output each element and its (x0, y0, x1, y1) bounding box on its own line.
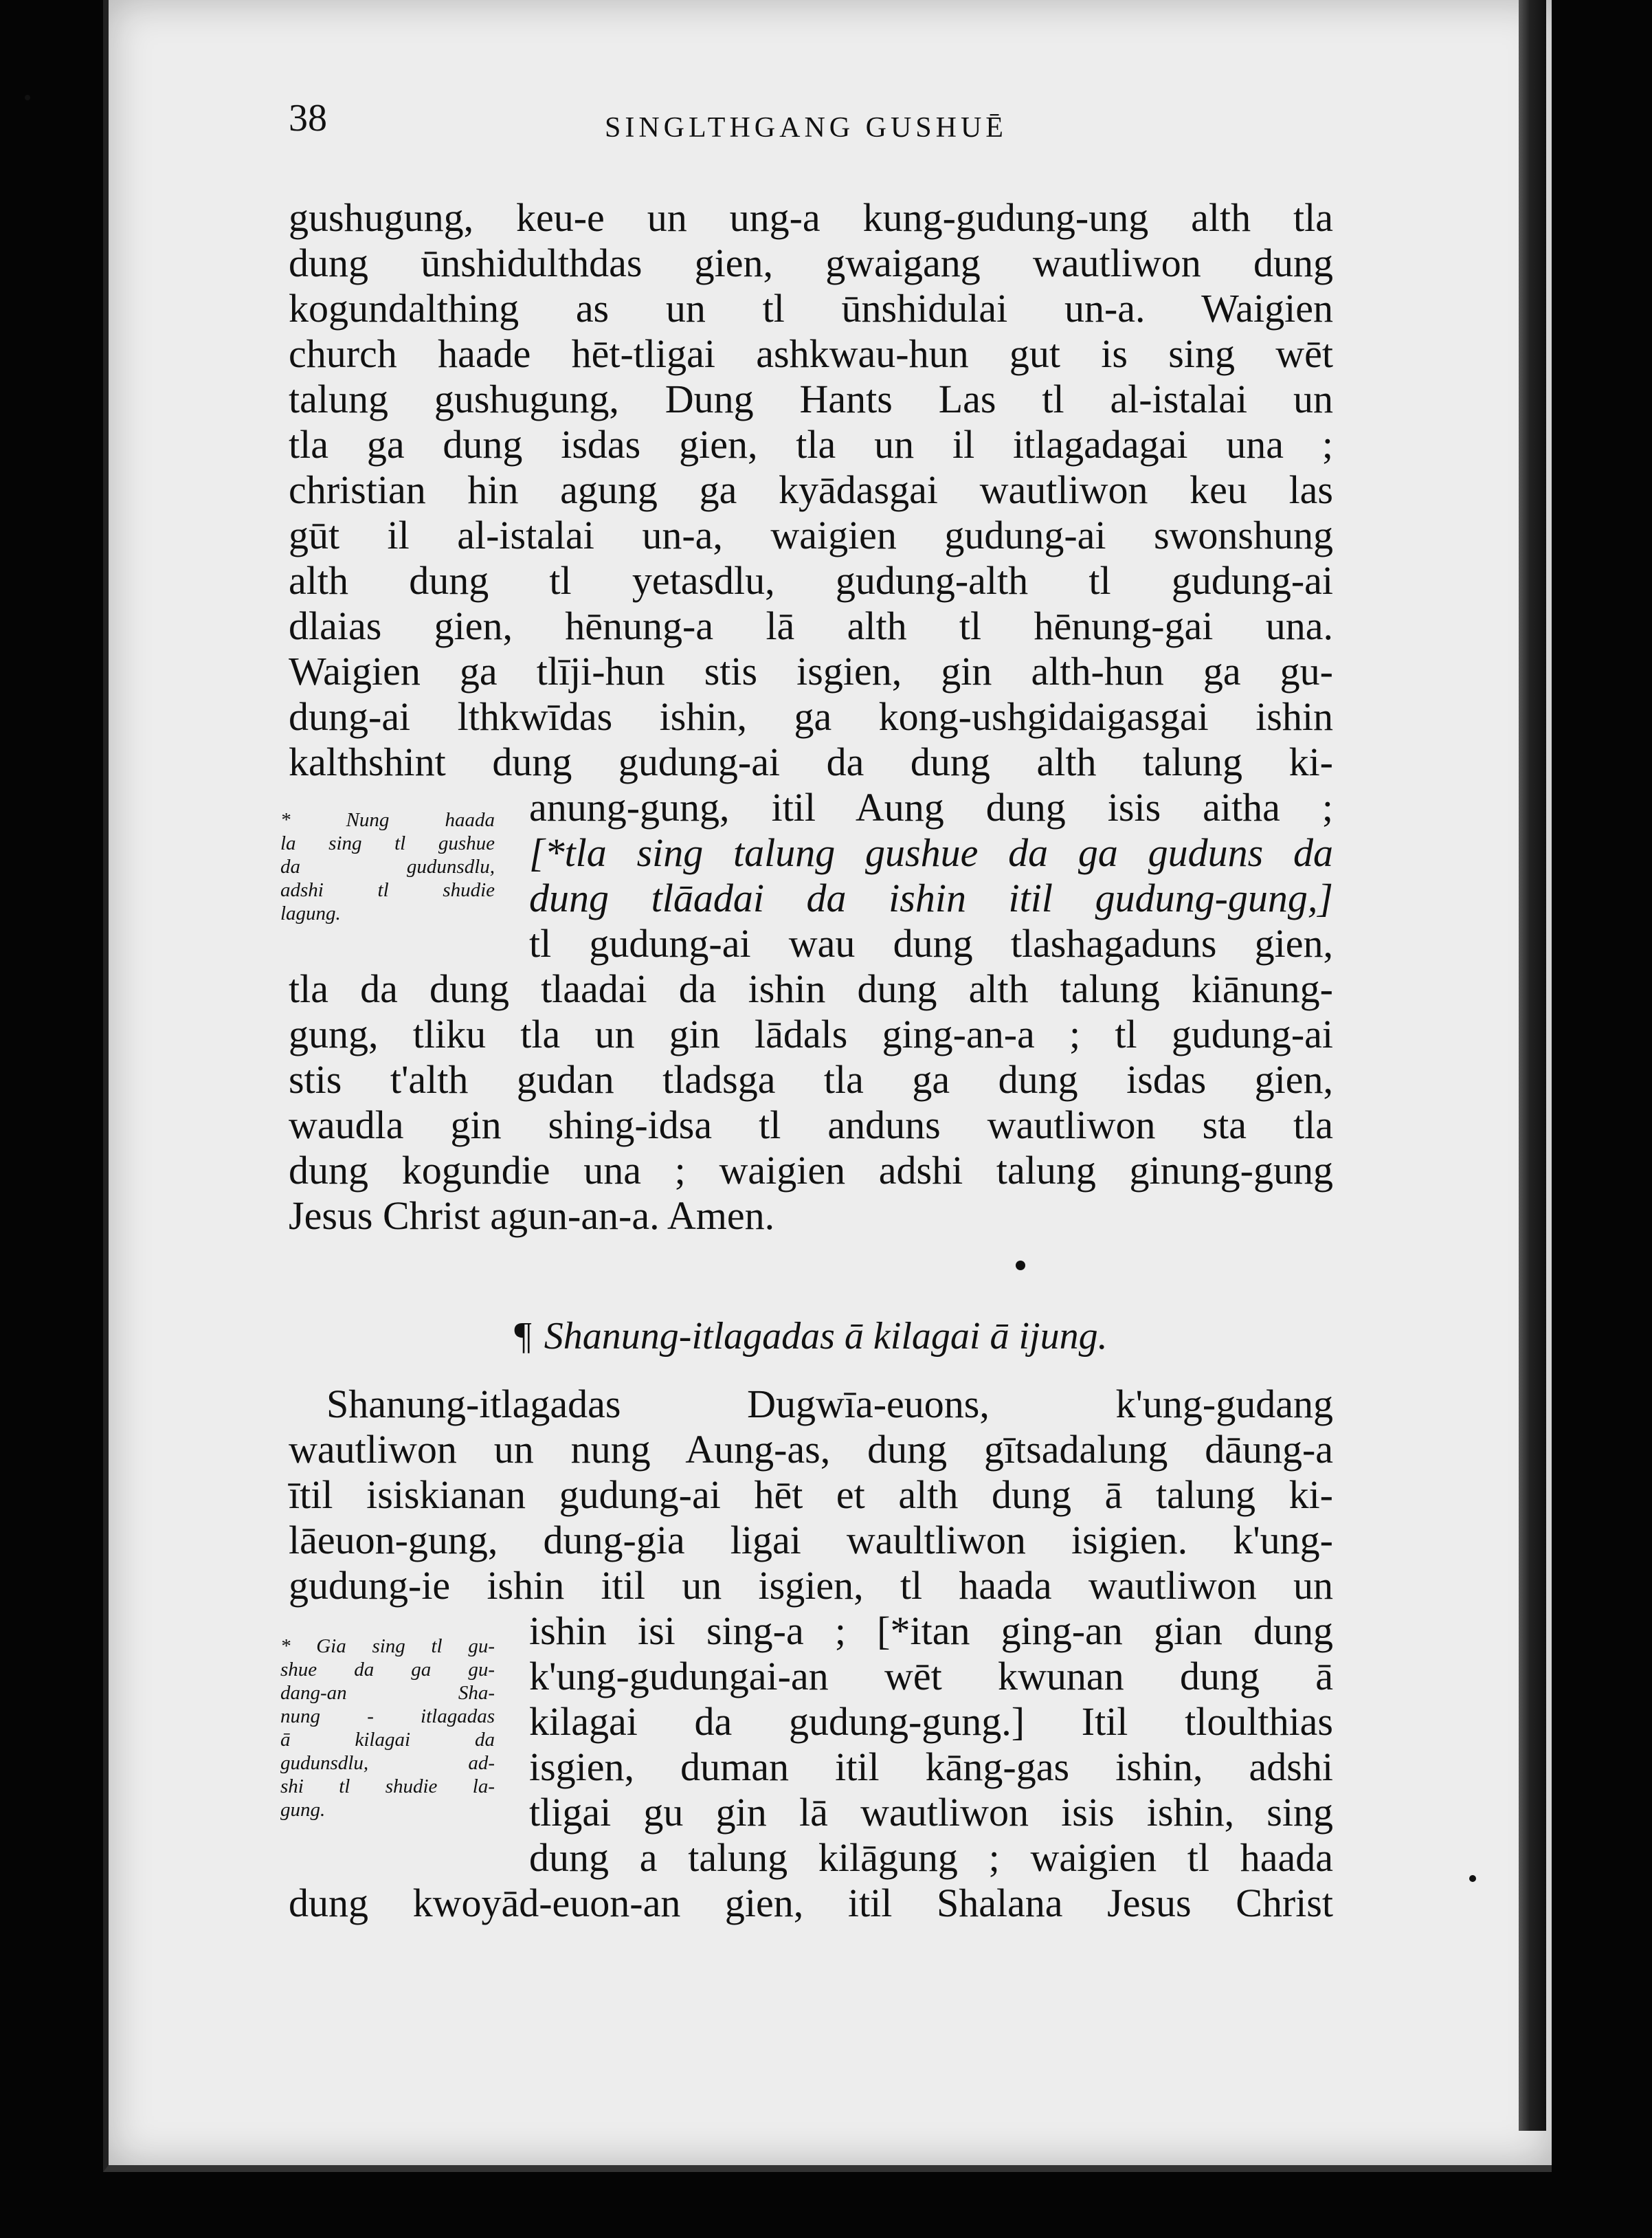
text-line: lāeuon-gung, dung-gia ligai waultliwon isigien. k'ung- (289, 1518, 1333, 1562)
text-line: waudla gin shing-idsa tl anduns wautliwon sta tla (289, 1103, 1333, 1147)
footnote-bracket-line: dung tlāadai da ishin itil gudung-gung,] (529, 876, 1333, 920)
text-line: dung kwoyād-euon-an gien, itil Shalana Jesus Christ (289, 1881, 1333, 1925)
text-line: gushugung, keu-e un ung-a kung-gudung-ung alth tla (289, 195, 1333, 240)
margin-note-line: dang-an Sha- (280, 1682, 495, 1704)
text-line: wautliwon un nung Aung-as, dung gītsadalung dāung-a (289, 1427, 1333, 1472)
margin-note-line: ā kilagai da (280, 1729, 495, 1751)
margin-note-line: da gudunsdlu, (280, 856, 495, 878)
page-header (289, 96, 1333, 158)
text-line: talung gushugung, Dung Hants Las tl al-istalai un (289, 377, 1333, 421)
text-line: kogundalthing as un tl ūnshidulai un-a. Waigien (289, 286, 1333, 331)
section-heading (289, 1314, 1333, 1358)
margin-note-line: shue da ga gu- (280, 1659, 495, 1681)
text-line: kalthshint dung gudung-ai da dung alth talung ki- (289, 740, 1333, 784)
text-line: gung, tliku tla un gin lādals ging-an-a ; tl gudung-ai (289, 1012, 1333, 1056)
text-line: church haade hēt-tligai ashkwau-hun gut is sing wēt (289, 331, 1333, 376)
margin-note-line: * Nung haada (280, 809, 495, 831)
scan-speck (1469, 1875, 1476, 1882)
text-line: k'ung-gudungai-an wēt kwunan dung ā (529, 1654, 1333, 1698)
margin-note-line: shi tl shudie la- (280, 1775, 495, 1797)
margin-note-line: nung - itlagadas (280, 1705, 495, 1727)
margin-note-line: lagung. (280, 902, 341, 924)
text-line: dung kogundie una ; waigien adshi talung ginung-gung (289, 1148, 1333, 1193)
text-line: ishin isi sing-a ; [*itan ging-an gian dung (529, 1608, 1333, 1653)
text-line: kilagai da gudung-gung.] Itil tloulthias (529, 1699, 1333, 1744)
footnote-bracket-line: [*tla sing talung gushue da ga guduns da (529, 830, 1333, 875)
text-line: dung a talung kilāgung ; waigien tl haada (529, 1835, 1333, 1880)
section-heading-text: Shanung-itlagadas ā kilagai ā ijung. (544, 1315, 1108, 1358)
running-title: SINGLTHGANG GUSHUĒ (605, 112, 1007, 144)
pilcrow-icon: ¶ (514, 1315, 532, 1358)
page-number: 38 (289, 97, 327, 140)
text-line: dlaias gien, hēnung-a lā alth tl hēnung-gai una. (289, 603, 1333, 648)
text-line: Shanung-itlagadas Dugwīa-euons, k'ung-gudang (326, 1382, 1333, 1426)
margin-note-line: la sing tl gushue (280, 832, 495, 854)
text-line: christian hin agung ga kyādasgai wautliwon keu las (289, 467, 1333, 512)
text-line: dung ūnshidulthdas gien, gwaigang wautliwon dung (289, 241, 1333, 285)
margin-note-line: gudunsdlu, ad- (280, 1752, 495, 1774)
text-line: alth dung tl yetasdlu, gudung-alth tl gudung-ai (289, 558, 1333, 603)
text-line: Waigien ga tlīji-hun stis isgien, gin alth-hun ga gu- (289, 649, 1333, 694)
text-line: tl gudung-ai wau dung tlashagaduns gien, (529, 921, 1333, 966)
text-line: gudung-ie ishin itil un isgien, tl haada wautliwon un (289, 1563, 1333, 1608)
scan-speck (25, 95, 30, 100)
text-line: anung-gung, itil Aung dung isis aitha ; (529, 785, 1333, 830)
margin-note-line: adshi tl shudie (280, 879, 495, 901)
text-line: ītil isiskianan gudung-ai hēt et alth dung ā talung ki- (289, 1472, 1333, 1517)
page-edge-shadow (1519, 0, 1546, 2131)
text-line: tla ga dung isdas gien, tla un il itlagadagai una ; (289, 422, 1333, 467)
scan-speck (1016, 1261, 1025, 1270)
text-line: stis t'alth gudan tladsga tla ga dung isdas gien, (289, 1057, 1333, 1102)
text-line: tla da dung tlaadai da ishin dung alth talung kiānung- (289, 966, 1333, 1011)
text-line: tligai gu gin lā wautliwon isis ishin, sing (529, 1790, 1333, 1835)
text-line: dung-ai lthkwīdas ishin, ga kong-ushgidaigasgai ishin (289, 694, 1333, 739)
text-line: isgien, duman itil kāng-gas ishin, adshi (529, 1744, 1333, 1789)
margin-note-line: * Gia sing tl gu- (280, 1635, 495, 1657)
margin-note-line: gung. (280, 1799, 326, 1821)
text-line: Jesus Christ agun-an-a. Amen. (289, 1193, 775, 1238)
text-line: gūt il al-istalai un-a, waigien gudung-ai swonshung (289, 513, 1333, 557)
